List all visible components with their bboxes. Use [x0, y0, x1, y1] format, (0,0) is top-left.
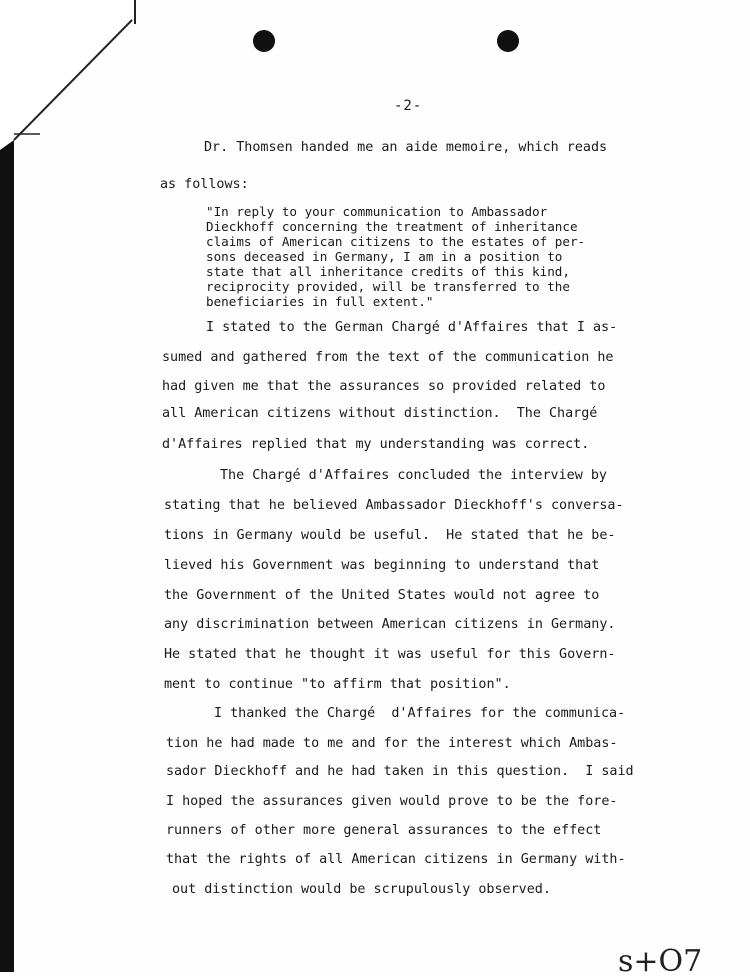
quote-line: beneficiaries in full extent." [206, 294, 434, 309]
paragraph-1-line: sumed and gathered from the text of the communication he [162, 350, 614, 365]
paragraph-3-line: I thanked the Chargé d'Affaires for the communica- [214, 706, 626, 721]
intro-line: as follows: [160, 177, 249, 192]
paragraph-3-line: that the rights of all American citizens in Germany with- [166, 852, 626, 867]
paragraph-1-line: d'Affaires replied that my understanding was correct. [162, 437, 590, 452]
quote-line: reciprocity provided, will be transferred to the [206, 279, 570, 294]
margin-tick-mark [134, 0, 136, 24]
paragraph-2-line: ment to continue "to affirm that position". [164, 677, 511, 692]
quote-line: sons deceased in Germany, I am in a position to [206, 249, 563, 264]
folded-corner-shadow [0, 0, 140, 150]
quote-line: "In reply to your communication to Ambassador [206, 204, 548, 219]
quote-line: claims of American citizens to the estates of per- [206, 234, 586, 249]
paragraph-1-line: had given me that the assurances so provided related to [162, 379, 606, 394]
paragraph-3-line: sador Dieckhoff and he had taken in this question. I said [166, 764, 634, 779]
paragraph-2-line: lieved his Government was beginning to understand that [164, 558, 600, 573]
paragraph-1-line: all American citizens without distinction. The Chargé [162, 406, 598, 421]
punch-hole-right [497, 30, 519, 52]
paragraph-2-line: The Chargé d'Affaires concluded the interview by [220, 468, 607, 483]
quote-line: state that all inheritance credits of this kind, [206, 264, 570, 279]
paragraph-3-line: runners of other more general assurances to the effect [166, 823, 602, 838]
intro-line: Dr. Thomsen handed me an aide memoire, which reads [204, 140, 608, 155]
paragraph-3-line: I hoped the assurances given would prove to be the fore- [166, 794, 618, 809]
paragraph-3-line: out distinction would be scrupulously observed. [172, 882, 551, 897]
paragraph-3-line: tion he had made to me and for the interest which Ambas- [166, 736, 618, 751]
paragraph-1-line: I stated to the German Chargé d'Affaires that I as- [206, 320, 618, 335]
handwritten-page-mark: s+O7 [618, 944, 703, 979]
paragraph-2-line: He stated that he thought it was useful for this Govern- [164, 647, 616, 662]
punch-hole-left [253, 30, 275, 52]
paragraph-2-line: any discrimination between American citizens in Germany. [164, 617, 616, 632]
page-number: -2- [394, 98, 423, 114]
paragraph-2-line: the Government of the United States would not agree to [164, 588, 600, 603]
paragraph-2-line: stating that he believed Ambassador Dieckhoff's conversa- [164, 498, 624, 513]
paragraph-2-line: tions in Germany would be useful. He stated that he be- [164, 528, 616, 543]
quote-line: Dieckhoff concerning the treatment of inheritance [206, 219, 578, 234]
